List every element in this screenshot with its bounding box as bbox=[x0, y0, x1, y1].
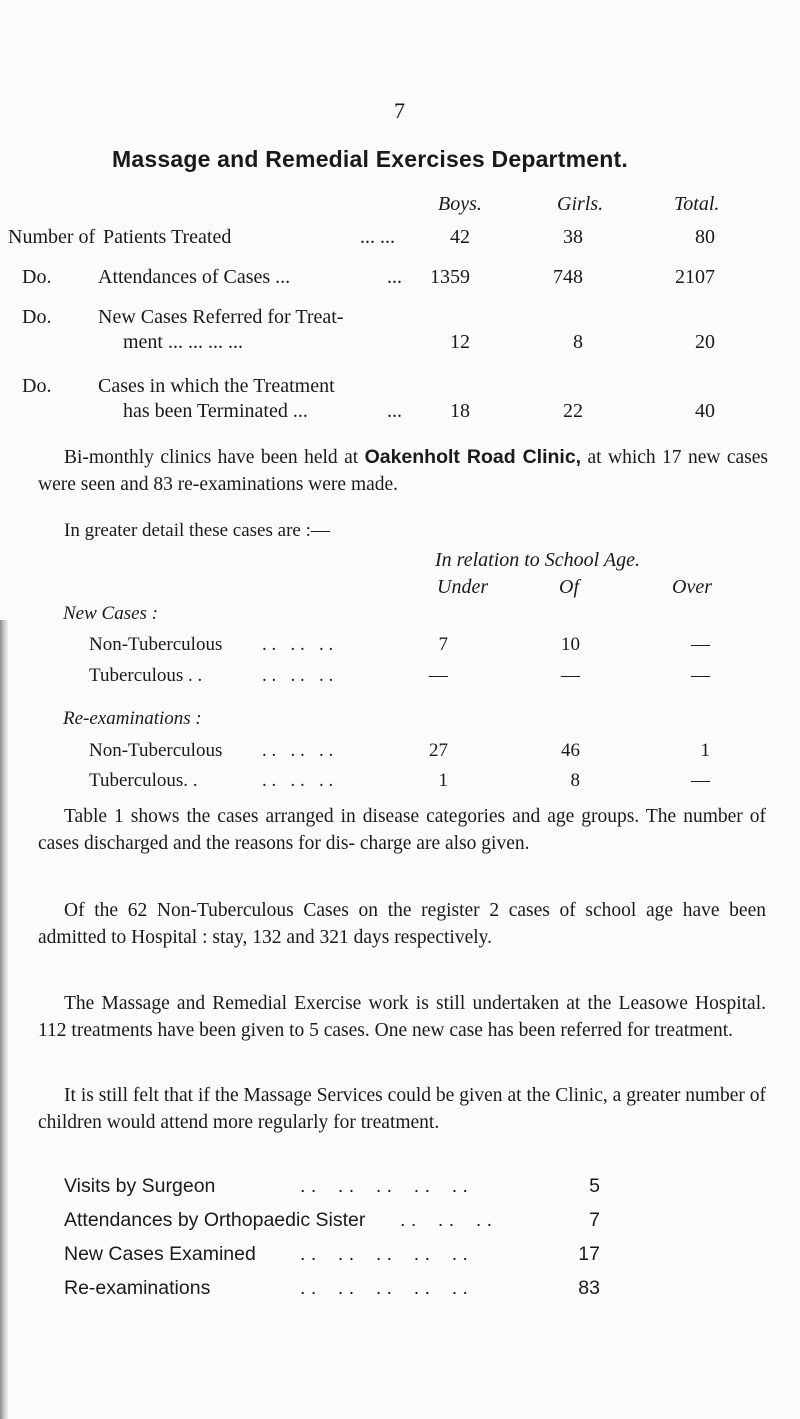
row-leader: . . . . . . bbox=[262, 740, 334, 761]
col-header-total: Total. bbox=[674, 193, 720, 215]
cell-under: — bbox=[429, 665, 448, 686]
page-number: 7 bbox=[394, 98, 405, 123]
row-label: Patients Treated bbox=[103, 226, 232, 248]
cell-total: 80 bbox=[695, 226, 715, 248]
stat-label: Visits by Surgeon bbox=[64, 1175, 216, 1197]
row-prefix: Do. bbox=[22, 306, 52, 328]
row-leader: ... bbox=[387, 266, 402, 288]
paragraph: It is still felt that if the Massage Services could be given at the Clinic, a greater number of children would attend more regularly for treatment. bbox=[38, 1085, 766, 1133]
stat-leader: . . . . . . . . . . bbox=[300, 1277, 468, 1299]
cell-of: 8 bbox=[570, 770, 580, 791]
row-label: Non-Tuberculous bbox=[89, 740, 223, 761]
stat-value: 17 bbox=[578, 1243, 600, 1265]
cell-total: 2107 bbox=[675, 266, 715, 288]
cell-girls: 8 bbox=[573, 331, 583, 353]
stat-leader: . . . . . . . . . . bbox=[300, 1175, 468, 1197]
cell-total: 40 bbox=[695, 400, 715, 422]
group-title-new-cases: New Cases : bbox=[63, 603, 158, 624]
row-prefix: Do. bbox=[22, 375, 52, 397]
clinic-name: Oakenholt Road Clinic, bbox=[364, 446, 582, 468]
cell-over: — bbox=[691, 634, 710, 655]
cell-of: 46 bbox=[561, 740, 580, 761]
paragraph: The Massage and Remedial Exercise work is still undertaken at the Leasowe Hospital. 112 treatments have been given to 5 cases. One new case has been referred for treatment. bbox=[38, 993, 766, 1041]
row-prefix: Do. bbox=[22, 266, 52, 288]
row-label-continued: has been Terminated ... bbox=[123, 400, 308, 422]
cell-total: 20 bbox=[695, 331, 715, 353]
row-label-continued: ment ... ... ... ... bbox=[123, 331, 243, 353]
stat-label: Re-examinations bbox=[64, 1277, 211, 1299]
paragraph: Table 1 shows the cases arranged in disease categories and age groups. The number of cases discharged and the reasons for dis- charge are also given. bbox=[38, 806, 766, 854]
row-prefix: Number of bbox=[8, 226, 96, 248]
stat-value: 83 bbox=[578, 1277, 600, 1299]
clinic-text-before: Bi-monthly clinics have been held at bbox=[64, 447, 365, 468]
row-label: Tuberculous . . bbox=[89, 665, 203, 686]
cell-of: — bbox=[561, 665, 580, 686]
row-leader: ... bbox=[387, 400, 402, 422]
row-leader: . . . . . . bbox=[262, 665, 334, 686]
clinic-paragraph bbox=[38, 444, 768, 498]
cell-under: 7 bbox=[438, 634, 448, 655]
row-label: Attendances of Cases ... bbox=[98, 266, 291, 288]
stat-label: New Cases Examined bbox=[64, 1243, 256, 1265]
cell-girls: 22 bbox=[563, 400, 583, 422]
row-label: New Cases Referred for Treat- bbox=[98, 306, 344, 328]
col-header-boys: Boys. bbox=[438, 193, 482, 215]
cell-girls: 38 bbox=[563, 226, 583, 248]
row-label: Tuberculous. . bbox=[89, 770, 198, 791]
col-header-over: Over bbox=[672, 576, 712, 598]
cell-under: 27 bbox=[429, 740, 448, 761]
cell-over: — bbox=[691, 665, 710, 686]
cell-of: 10 bbox=[561, 634, 580, 655]
stat-leader: . . . . . . . . . . bbox=[300, 1243, 468, 1265]
section-title: Massage and Remedial Exercises Department. bbox=[112, 146, 628, 172]
row-leader: ... ... bbox=[360, 226, 395, 248]
col-header-of: Of bbox=[559, 576, 579, 598]
cell-boys: 1359 bbox=[430, 266, 470, 288]
paragraph: Of the 62 Non-Tuberculous Cases on the register 2 cases of school age have been admitted to Hospital : stay, 132 and 321 days respectively. bbox=[38, 900, 766, 948]
stat-label: Attendances by Orthopaedic Sister bbox=[64, 1209, 366, 1231]
age-table-caption: In relation to School Age. bbox=[435, 549, 640, 571]
stat-leader: . . . . . . bbox=[400, 1209, 493, 1231]
cell-under: 1 bbox=[438, 770, 448, 791]
row-label: Cases in which the Treatment bbox=[98, 375, 335, 397]
col-header-under: Under bbox=[437, 576, 489, 598]
clinic-text-after: at which 17 new cases were seen and 83 re-examinations were made. bbox=[38, 447, 769, 495]
cell-over: 1 bbox=[700, 740, 710, 761]
cell-boys: 42 bbox=[450, 226, 470, 248]
row-label: Non-Tuberculous bbox=[89, 634, 223, 655]
age-table-intro: In greater detail these cases are :— bbox=[64, 520, 330, 541]
page-binding-shadow bbox=[0, 620, 8, 1419]
row-leader: . . . . . . bbox=[262, 634, 334, 655]
cell-boys: 12 bbox=[450, 331, 470, 353]
row-leader: . . . . . . bbox=[262, 770, 334, 791]
col-header-girls: Girls. bbox=[557, 193, 604, 215]
group-title-re-examinations: Re-examinations : bbox=[63, 708, 202, 729]
stat-value: 7 bbox=[589, 1209, 600, 1231]
cell-over: — bbox=[691, 770, 710, 791]
cell-boys: 18 bbox=[450, 400, 470, 422]
cell-girls: 748 bbox=[553, 266, 583, 288]
stat-value: 5 bbox=[589, 1175, 600, 1197]
